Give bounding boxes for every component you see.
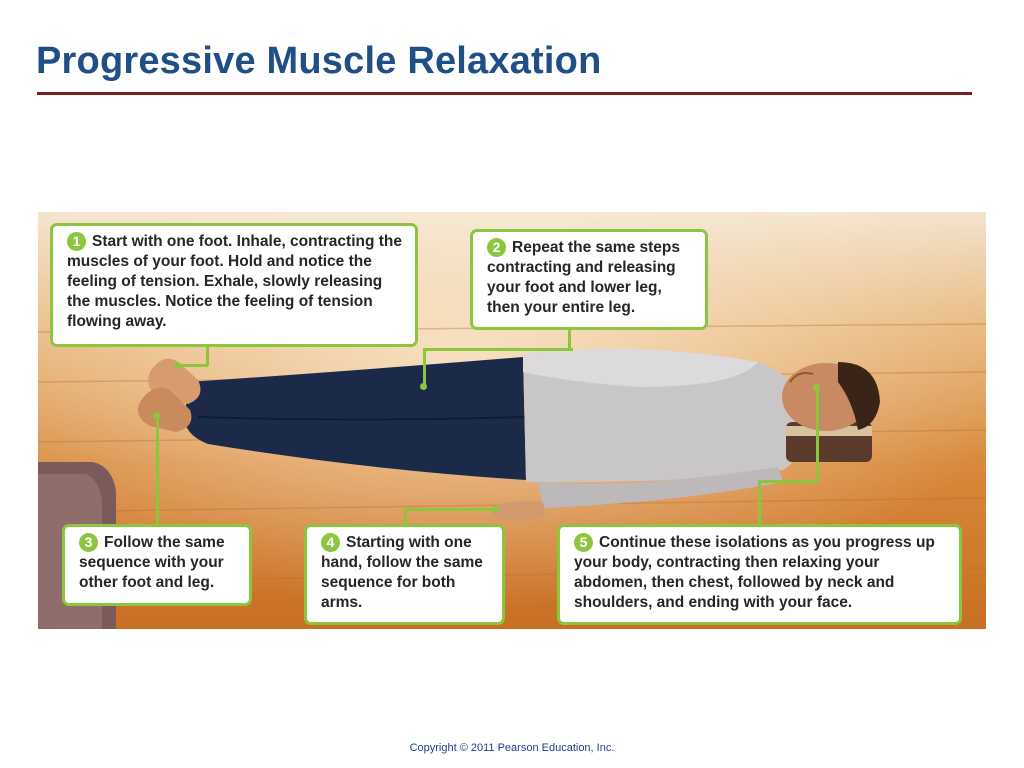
step-1-number-badge: 1 — [67, 232, 86, 251]
leader-line-2c — [568, 328, 571, 350]
step-3-callout — [62, 524, 252, 606]
step-4-text: Starting with one hand, follow the same sequence for both arms. — [321, 534, 483, 611]
leader-dot-2 — [420, 383, 427, 390]
leader-dot-4 — [492, 506, 499, 513]
step-1-callout — [50, 223, 418, 347]
step-3-text: Follow the same sequence with your other foot and leg. — [79, 534, 225, 591]
step-1-text: Start with one foot. Inhale, contracting the muscles of your foot. Hold and notice the feeling of tension. Exhale, slowly releasing the muscles. Notice the feeling of tension flowing away. — [67, 233, 403, 330]
step-4-callout — [304, 524, 505, 625]
leader-dot-3 — [153, 412, 160, 419]
step-4-number-badge: 4 — [321, 533, 340, 552]
leader-line-4b — [404, 508, 496, 511]
leader-line-1 — [206, 346, 209, 366]
step-5-text: Continue these isolations as you progress up your body, contracting then relaxing your abdomen, then chest, followed by neck and shoulders, and ending with your face. — [574, 534, 935, 611]
leader-line-5 — [758, 480, 761, 524]
leader-line-3 — [156, 416, 159, 524]
leader-line-5c — [816, 388, 819, 482]
leader-dot-1 — [174, 362, 181, 369]
leader-line-1b — [178, 364, 208, 367]
step-3-number-badge: 3 — [79, 533, 98, 552]
step-2-text: Repeat the same steps contracting and releasing your foot and lower leg, then your entire leg. — [487, 239, 680, 316]
leader-line-5b — [758, 480, 818, 483]
slide-title: Progressive Muscle Relaxation — [36, 40, 602, 82]
leader-dot-5 — [813, 384, 820, 391]
leader-line-2 — [423, 348, 573, 351]
step-2-callout — [470, 229, 708, 330]
step-5-number-badge: 5 — [574, 533, 593, 552]
step-5-callout — [557, 524, 962, 625]
leader-line-2b — [423, 348, 426, 386]
copyright-footer: Copyright © 2011 Pearson Education, Inc. — [409, 742, 615, 754]
title-underline — [37, 92, 972, 95]
step-2-number-badge: 2 — [487, 238, 506, 257]
